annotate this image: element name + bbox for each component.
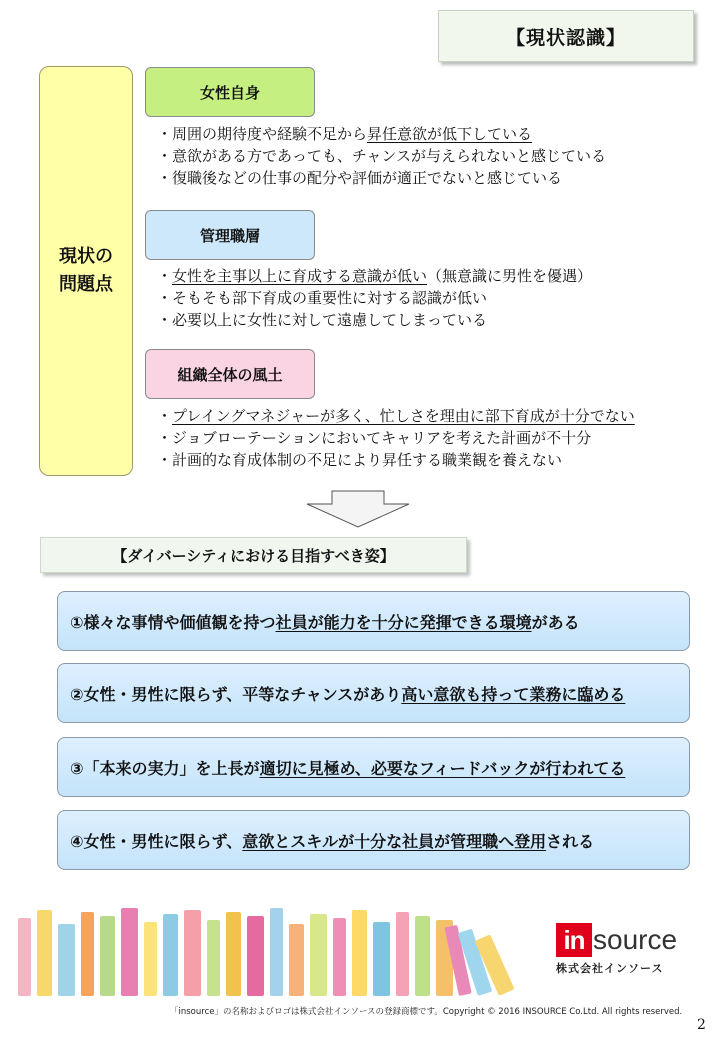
book-spine <box>58 924 75 996</box>
page-number: 2 <box>697 1017 706 1033</box>
book-spine <box>396 912 409 996</box>
bullet-item: ・周囲の期待度や経験不足から昇任意欲が低下している <box>157 125 533 143</box>
book-spine <box>415 916 430 996</box>
current-issues-panel <box>39 66 133 476</box>
page-title: 【現状認識】 <box>438 10 694 62</box>
book-spine <box>81 912 94 996</box>
book-spine <box>247 916 264 996</box>
bullet-item: ・復職後などの仕事の配分や評価が適正でないと感じている <box>157 169 563 187</box>
goal-section-title: 【ダイバーシティにおける目指すべき姿】 <box>40 537 467 573</box>
book-spine <box>37 910 52 996</box>
book-spine <box>270 908 283 996</box>
book-spine <box>163 914 178 996</box>
copyright-notice: 「insource」の名称およびロゴは株式会社インソースの登録商標です。Copyright © 2016 INSOURCE Co.Ltd. All rights reserved. <box>170 1007 683 1017</box>
logo-in-mark: in <box>556 923 592 957</box>
insource-logo <box>556 923 706 983</box>
goal-item-2: ②女性・男性に限らず、平等なチャンスがあり 高い意欲も持って業務に臨める <box>57 663 690 723</box>
book-spine <box>333 918 346 996</box>
logo-company-name: 株式会社インソース <box>556 962 664 975</box>
book-spine <box>121 908 138 996</box>
book-spine <box>373 922 390 996</box>
logo-source-text: source <box>593 924 678 955</box>
bullet-item: ・女性を主事以上に育成する意識が低い（無意識に男性を優遇） <box>157 267 593 285</box>
bullet-item: ・意欲がある方であっても、チャンスが与えられないと感じている <box>157 147 606 165</box>
bullets-organization-culture <box>157 405 635 471</box>
book-spine <box>100 916 115 996</box>
bullet-item: ・計画的な育成体制の不足により昇任する職業観を養えない <box>157 451 563 469</box>
left-label-line2: 問題点 <box>59 274 113 295</box>
book-spine <box>184 910 201 996</box>
book-spine <box>352 910 367 996</box>
category-managers: 管理職層 <box>145 210 315 260</box>
goal-item-3: ③「本来の実力」を上長が 適切に見極め、必要なフィードバックが行われてる <box>57 737 690 797</box>
book-spine <box>18 918 31 996</box>
book-spine <box>207 920 220 996</box>
decorative-books <box>18 906 538 996</box>
bullet-item: ・必要以上に女性に対して遠慮してしまっている <box>157 311 488 329</box>
category-women-themselves: 女性自身 <box>145 67 315 117</box>
goal-item-4: ④女性・男性に限らず、 意欲とスキルが十分な社員が管理職へ登用 される <box>57 810 690 870</box>
down-arrow-icon <box>306 490 410 528</box>
book-spine <box>144 922 157 996</box>
bullet-item: ・プレイングマネジャーが多く、忙しさを理由に部下育成が十分でない <box>157 407 635 425</box>
bullet-item: ・そもそも部下育成の重要性に対する認識が低い <box>157 289 488 307</box>
bullet-item: ・ジョブローテーションにおいてキャリアを考えた計画が不十分 <box>157 429 592 447</box>
category-organization-culture: 組織全体の風土 <box>145 349 315 399</box>
bullets-managers <box>157 265 592 331</box>
bullets-women-themselves <box>157 123 606 189</box>
left-label-line1: 現状の <box>59 246 113 267</box>
book-spine <box>289 924 304 996</box>
goal-item-1: ①様々な事情や価値観を持つ 社員が能力を十分に発揮できる環境 がある <box>57 591 690 651</box>
book-spine <box>310 914 327 996</box>
book-spine <box>226 912 241 996</box>
